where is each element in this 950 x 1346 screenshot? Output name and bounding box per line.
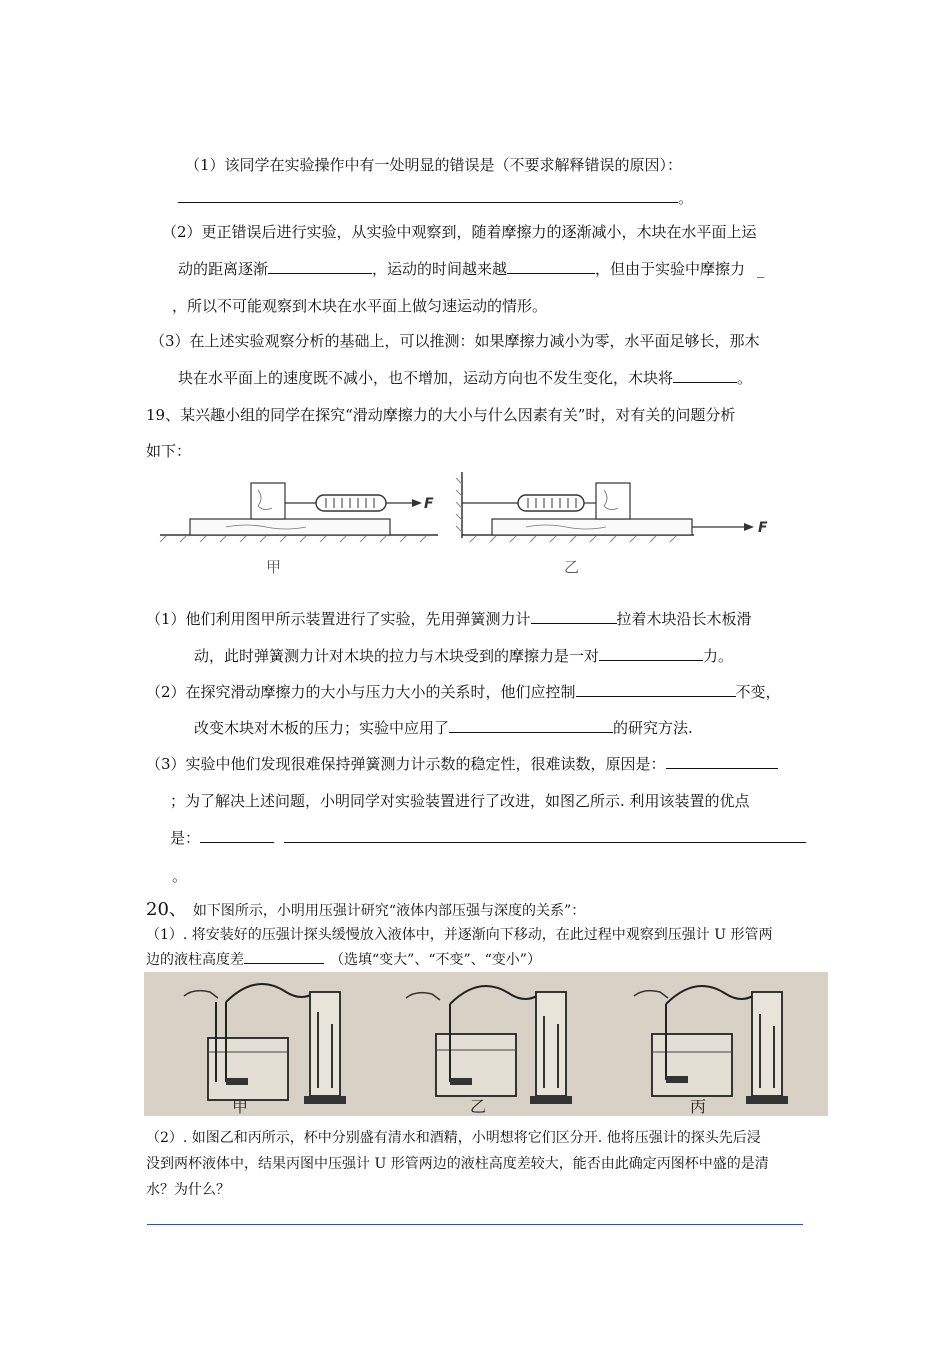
figure-jia-setup: [160, 483, 438, 576]
wood-block-jia: [251, 483, 285, 519]
q19-part3-end: 。: [172, 867, 188, 885]
caption-yi: 乙: [470, 1097, 487, 1116]
q18-part2-line3: ，所以不可能观察到木块在水平面上做匀速运动的情形。: [172, 297, 548, 315]
q18-part1-blank[interactable]: [178, 188, 678, 203]
q19-part2-text-c: 改变木块对木板的压力；实验中应用了: [194, 719, 450, 737]
long-board-yi: [492, 519, 692, 535]
q20-part1-text-a: 边的液柱高度差: [146, 952, 244, 968]
q19-part1-text-a: （1）他们利用图甲所示装置进行了实验，先用弹簧测力计: [146, 610, 531, 628]
long-board-jia: [190, 519, 390, 535]
caption-jia: 甲: [266, 558, 282, 576]
q18-part2-line1: （2）更正错误后进行实验，从实验中观察到，随着摩擦力的逐渐减小，木块在水平面上运: [162, 223, 757, 241]
u-tube-bing: [752, 992, 782, 1096]
q18-part1-text: [185, 155, 682, 175]
beaker-jia: [208, 1038, 288, 1100]
q20-part1-line1: （1）. 将安装好的压强计探头缓慢放入液体中，并逐渐向下移动，在此过程中观察到压强计 U 形管两: [146, 927, 773, 943]
q19-part3-blank-advantage-b[interactable]: [284, 828, 806, 843]
q19-part3-line3: [170, 828, 806, 848]
q19-part1-line2: [194, 646, 733, 666]
q18-part3-line1: （3）在上述实验观察分析的基础上，可以推测：如果摩擦力减小为零，水平面足够长，那木: [150, 332, 760, 350]
q20-part1-text-b: （选填“变大”、“不变”、“变小”）: [330, 952, 541, 968]
q19-part1-text-d: 力。: [703, 647, 734, 665]
caption-bing: 丙: [690, 1097, 707, 1116]
q19-part1-blank-force-type[interactable]: [599, 646, 703, 661]
q19-part3-line1: [146, 754, 778, 774]
q18-part2-blank-time[interactable]: [507, 259, 595, 274]
q18-part3-blank[interactable]: [673, 368, 737, 383]
q20-stem-text: 如下图所示，小明用压强计研究“液体内部压强与深度的关系”：: [192, 903, 586, 919]
q19-part2-text-b: 不变，: [735, 683, 781, 701]
q18-part2-blank-distance[interactable]: [268, 259, 372, 274]
q18-part2-text-b: ，运动的时间越来越: [372, 260, 508, 278]
q20-part2-line2: 没到两杯液体中，结果丙图中压强计 U 形管两边的液柱高度差较大，能否由此确定丙图杯中盛的是清: [146, 1156, 769, 1172]
q19-part2-text-a: （2）在探究滑动摩擦力的大小与压力大小的关系时，他们应控制: [146, 683, 576, 701]
q18-part3-end: 。: [737, 369, 753, 387]
q18-part1-prompt: （1）该同学在实验操作中有一处明显的错误是（不要求解释错误的原因）：: [185, 156, 683, 174]
q19-part3-line2: ；为了解决上述问题，小明同学对实验装置进行了改进，如图乙所示. 利用该装置的优点: [170, 792, 750, 810]
q18-part3-text: 块在水平面上的速度既不减小，也不增加，运动方向也不发生变化，木块将: [178, 369, 674, 387]
q20-stem: [146, 900, 585, 921]
q19-part1-text-c: 动，此时弹簧测力计对木块的拉力与木块受到的摩擦力是一对: [194, 647, 600, 665]
q19-part2-line1: [146, 682, 781, 702]
caption-yi: 乙: [564, 558, 580, 576]
wood-block-yi: [596, 483, 630, 519]
force-label-jia: F: [424, 496, 434, 512]
q18-part2-text-c: ，但由于实验中摩擦力: [595, 260, 746, 278]
q20-pressure-gauge-figure: [144, 972, 828, 1116]
q19-part2-line2: [194, 718, 693, 738]
beaker-yi: [436, 1034, 516, 1096]
q19-part3-text-a: （3）实验中他们发现很难保持弹簧测力计示数的稳定性，很难读数，原因是：: [146, 755, 666, 773]
q18-part3-line2: [178, 368, 752, 388]
q19-part2-text-d: 的研究方法.: [613, 719, 693, 737]
q18-part2-text-a: 动的距离逐渐: [178, 260, 269, 278]
q20-part2-line3: 水？为什么？: [146, 1182, 230, 1198]
u-tube-yi: [536, 992, 566, 1096]
beaker-bing: [652, 1034, 732, 1096]
q19-part1-line1: [146, 609, 752, 629]
figure-yi-setup: [456, 472, 768, 576]
q19-stem-line2: 如下：: [146, 442, 192, 460]
q19-part2-blank-method[interactable]: [449, 718, 613, 733]
q19-part3-blank-advantage-a[interactable]: [200, 828, 274, 843]
q19-stem-line1: 19、某兴趣小组的同学在探究“滑动摩擦力的大小与什么因素有关”时，对有关的问题分析: [146, 406, 736, 424]
force-label-yi: F: [758, 520, 768, 536]
q18-part2-blank-friction[interactable]: _: [757, 260, 765, 278]
answer-separator-line: [147, 1224, 803, 1225]
q19-part3-blank-reason[interactable]: [666, 754, 778, 769]
u-tube-jia: [310, 992, 340, 1096]
caption-jia: 甲: [232, 1097, 249, 1116]
q19-part1-blank-manner[interactable]: [531, 609, 617, 624]
q18-part1-answer-line: [178, 188, 693, 208]
q20-part1-line2: [146, 949, 541, 970]
q18-part1-end: 。: [678, 189, 694, 207]
q20-number: 20、: [146, 899, 187, 920]
q18-part2-line2: [178, 259, 765, 279]
q19-part1-text-b: 拉着木块沿长木板滑: [616, 610, 752, 628]
q19-part2-blank-control[interactable]: [576, 682, 736, 697]
q20-part2-line1: （2）. 如图乙和丙所示，杯中分别盛有清水和酒精，小明想将它们区分开. 他将压强计的探头先后浸: [146, 1130, 761, 1146]
q20-part1-blank[interactable]: [244, 949, 324, 964]
q19-friction-figure: [146, 468, 800, 588]
q19-part3-text-c: 是：: [170, 829, 201, 847]
